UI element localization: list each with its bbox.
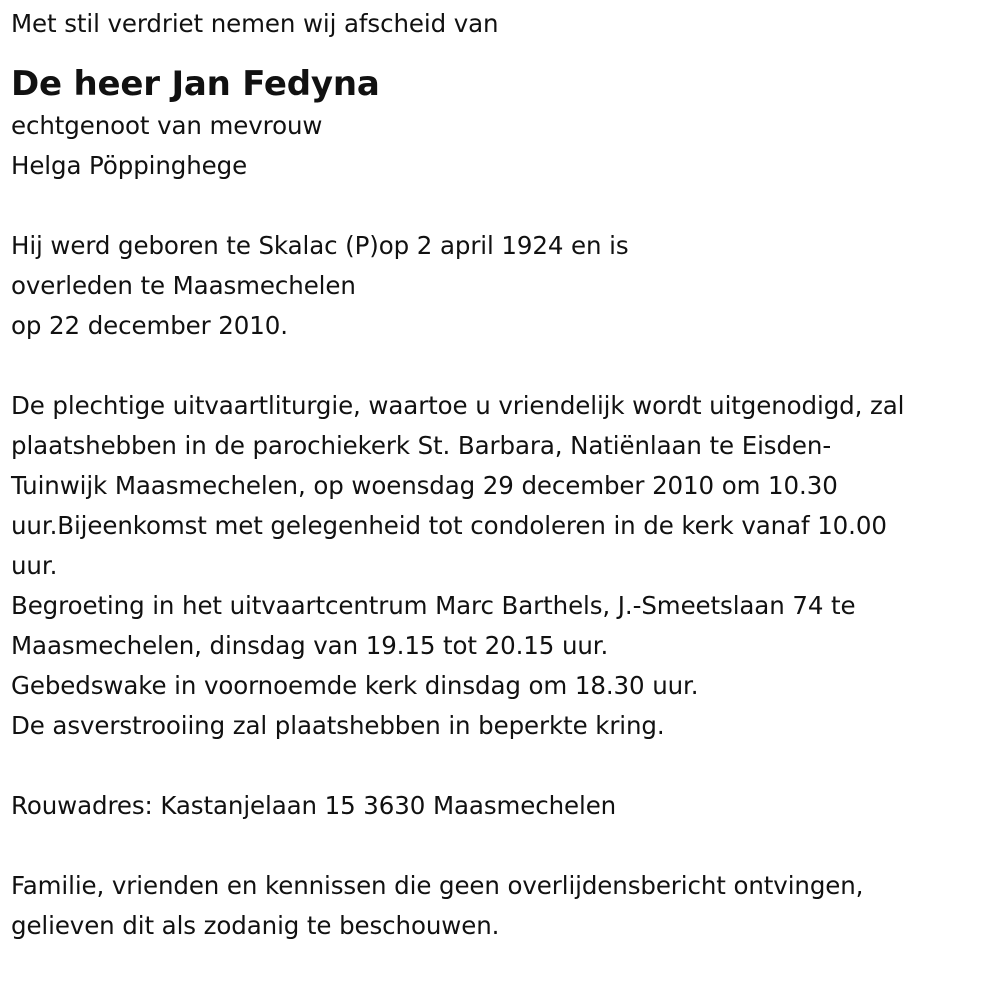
obituary-notice bbox=[11, 4, 996, 946]
ceremony-line-1: De plechtige uitvaartliturgie, waartoe u vriendelijk wordt uitgenodigd, zal bbox=[11, 391, 905, 420]
ceremony-line-8: Gebedswake in voornoemde kerk dinsdag om 18.30 uur. bbox=[11, 671, 699, 700]
ceremony-line-3: Tuinwijk Maasmechelen, op woensdag 29 december 2010 om 10.30 bbox=[11, 471, 838, 500]
ceremony-line-9: De asverstrooiing zal plaatshebben in beperkte kring. bbox=[11, 711, 665, 740]
spacer bbox=[11, 346, 996, 386]
ceremony-line-7: Maasmechelen, dinsdag van 19.15 tot 20.15 uur. bbox=[11, 631, 609, 660]
intro-text: Met stil verdriet nemen wij afscheid van bbox=[11, 9, 499, 38]
mourning-address: Rouwadres: Kastanjelaan 15 3630 Maasmechelen bbox=[11, 791, 617, 820]
spouse-line-1: echtgenoot van mevrouw bbox=[11, 111, 323, 140]
ceremony-line-5: uur. bbox=[11, 551, 58, 580]
spouse-line-2: Helga Pöppinghege bbox=[11, 151, 248, 180]
closing-line-2: gelieven dit als zodanig te beschouwen. bbox=[11, 911, 500, 940]
ceremony-line-2: plaatshebben in de parochiekerk St. Barbara, Natiënlaan te Eisden- bbox=[11, 431, 832, 460]
deceased-name: De heer Jan Fedyna bbox=[11, 64, 380, 104]
spacer bbox=[11, 746, 996, 786]
spacer bbox=[11, 186, 996, 226]
closing-line-1: Familie, vrienden en kennissen die geen overlijdensbericht ontvingen, bbox=[11, 871, 864, 900]
ceremony-line-4: uur.Bijeenkomst met gelegenheid tot condoleren in de kerk vanaf 10.00 bbox=[11, 511, 887, 540]
birth-death-line-1: Hij werd geboren te Skalac (P)op 2 april 1924 en is bbox=[11, 231, 629, 260]
spacer bbox=[11, 826, 996, 866]
birth-death-line-2: overleden te Maasmechelen bbox=[11, 271, 356, 300]
ceremony-line-6: Begroeting in het uitvaartcentrum Marc Barthels, J.-Smeetslaan 74 te bbox=[11, 591, 856, 620]
birth-death-line-3: op 22 december 2010. bbox=[11, 311, 288, 340]
